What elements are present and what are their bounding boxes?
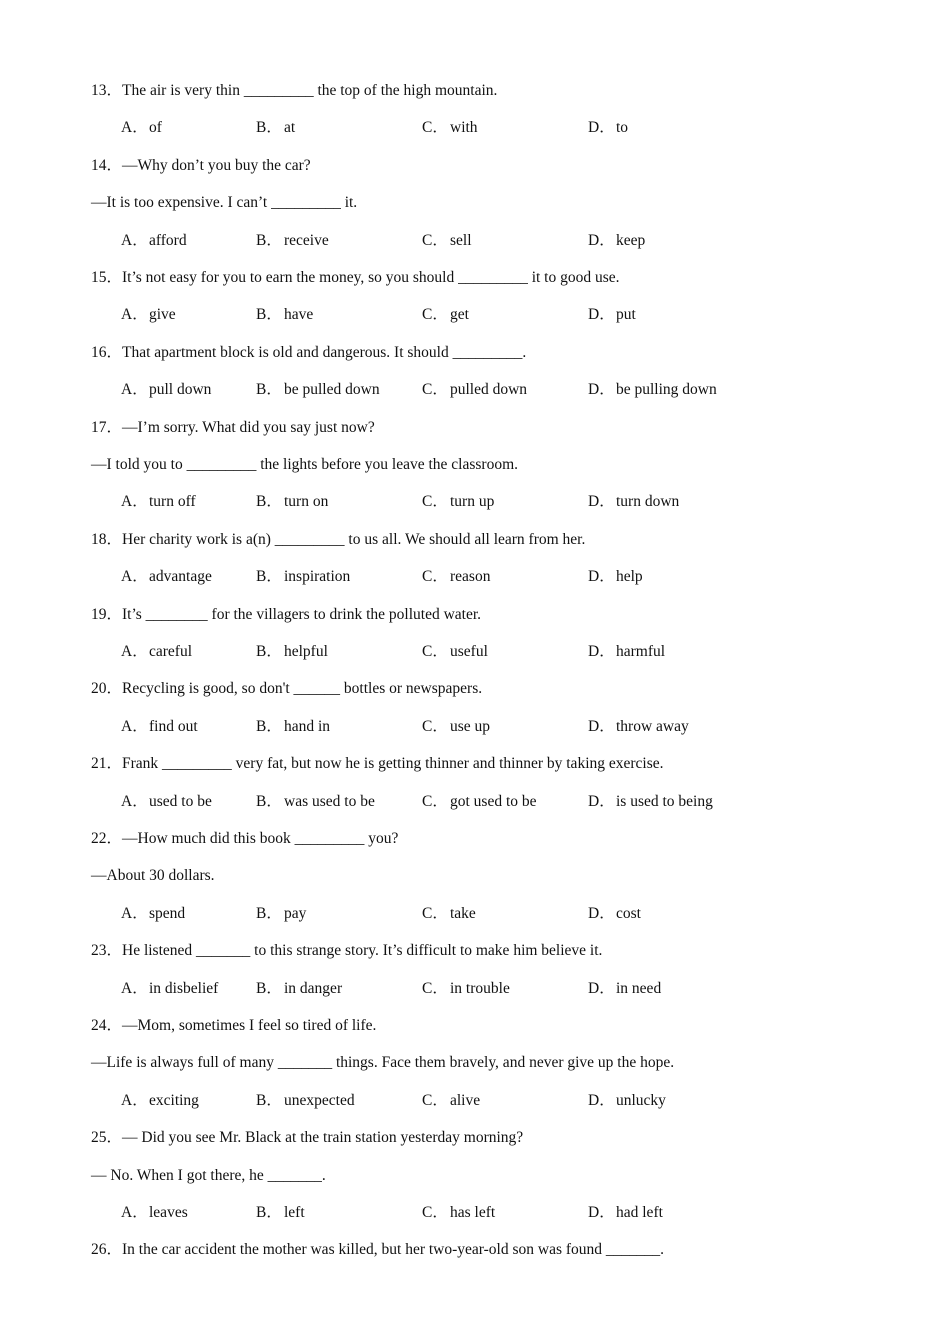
option-letter: C．	[422, 381, 448, 399]
option-text: inspiration	[284, 568, 351, 586]
answer-option	[256, 791, 375, 813]
option-text: get	[450, 306, 469, 324]
answer-option	[121, 379, 211, 401]
answer-option	[422, 978, 510, 1000]
answer-option	[588, 641, 665, 663]
option-letter: B．	[256, 493, 282, 511]
answer-option	[256, 1202, 305, 1224]
question-stem: 13．The air is very thin _________ the top of the high mountain.	[91, 82, 498, 99]
answer-option	[422, 716, 490, 738]
option-text: careful	[149, 643, 193, 660]
option-letter: C．	[422, 493, 448, 511]
option-letter: C．	[422, 643, 448, 660]
option-text: help	[616, 568, 643, 586]
answer-option	[121, 304, 176, 326]
question-stem: 16．That apartment block is old and dangerous. It should _________.	[91, 343, 527, 361]
answer-options	[0, 117, 950, 139]
answer-option	[121, 566, 212, 588]
option-letter: D．	[588, 1091, 615, 1109]
option-letter: B．	[256, 979, 282, 997]
option-letter: A．	[121, 306, 148, 324]
option-letter: B．	[256, 1091, 282, 1109]
question-stem: 24．—Mom, sometimes I feel so tired of life.	[91, 1017, 377, 1034]
answer-option	[588, 1090, 666, 1112]
option-letter: D．	[588, 119, 615, 137]
option-letter: A．	[121, 381, 148, 399]
answer-option	[121, 978, 218, 1000]
option-letter: A．	[121, 231, 148, 249]
option-text: throw away	[616, 717, 689, 735]
option-text: turn off	[149, 493, 196, 511]
option-letter: B．	[256, 792, 282, 810]
answer-option	[256, 716, 330, 738]
answer-option	[422, 491, 494, 513]
option-text: afford	[149, 231, 187, 249]
answer-option	[121, 716, 198, 738]
answer-option	[588, 791, 713, 813]
question-stem: 18．Her charity work is a(n) _________ to us all. We should all learn from her.	[91, 530, 586, 548]
option-text: harmful	[616, 643, 666, 660]
answer-option	[256, 978, 342, 1000]
answer-option	[422, 379, 527, 401]
option-letter: C．	[422, 979, 448, 997]
option-text: alive	[450, 1091, 481, 1109]
option-letter: C．	[422, 1091, 448, 1109]
question-stem: 21．Frank _________ very fat, but now he is getting thinner and thinner by taking exercise.	[91, 755, 664, 773]
option-text: had left	[616, 1204, 663, 1221]
question-stem: 25．— Did you see Mr. Black at the train station yesterday morning?	[91, 1129, 524, 1147]
option-text: in disbelief	[149, 979, 219, 997]
option-text: spend	[149, 904, 186, 922]
option-text: unexpected	[284, 1091, 355, 1109]
option-text: in trouble	[450, 979, 510, 997]
option-text: hand in	[284, 717, 331, 735]
answer-option	[422, 566, 490, 588]
answer-options	[0, 1202, 950, 1224]
answer-option	[588, 978, 661, 1000]
option-letter: C．	[422, 717, 448, 735]
answer-option	[256, 566, 350, 588]
answer-option	[121, 230, 187, 252]
answer-option	[256, 304, 313, 326]
answer-option	[588, 716, 689, 738]
option-letter: C．	[422, 119, 448, 137]
question-stem: 20．Recycling is good, so don't ______ bottles or newspapers.	[91, 680, 483, 698]
option-letter: D．	[588, 568, 615, 586]
option-letter: A．	[121, 717, 148, 735]
option-letter: A．	[121, 979, 148, 997]
option-text: left	[284, 1204, 305, 1221]
option-text: got used to be	[450, 792, 537, 810]
question-stem: 19．It’s ________ for the villagers to drink the polluted water.	[91, 605, 482, 623]
option-letter: D．	[588, 979, 615, 997]
option-letter: B．	[256, 568, 282, 586]
option-letter: D．	[588, 792, 615, 810]
option-letter: C．	[422, 306, 448, 324]
option-text: leaves	[149, 1204, 188, 1221]
option-text: useful	[450, 643, 488, 660]
answer-option	[422, 304, 469, 326]
option-text: find out	[149, 717, 198, 735]
option-text: is used to being	[616, 792, 713, 810]
option-text: was used to be	[284, 792, 375, 810]
option-text: keep	[616, 231, 646, 249]
option-letter: D．	[588, 717, 615, 735]
option-letter: D．	[588, 1204, 615, 1221]
option-letter: C．	[422, 231, 448, 249]
option-text: take	[450, 904, 476, 922]
question-dialogue-line: —About 30 dollars.	[91, 867, 215, 885]
answer-options	[0, 978, 950, 1000]
option-letter: D．	[588, 904, 615, 922]
option-letter: A．	[121, 792, 148, 810]
option-text: use up	[450, 717, 491, 735]
option-text: pay	[284, 904, 307, 922]
option-text: exciting	[149, 1091, 199, 1109]
option-text: at	[284, 119, 296, 137]
option-text: receive	[284, 231, 329, 249]
question-stem: 23．He listened _______ to this strange story. It’s difficult to make him believe it.	[91, 942, 603, 960]
answer-option	[422, 641, 488, 663]
option-text: advantage	[149, 568, 212, 586]
option-text: has left	[450, 1204, 496, 1221]
question-stem: 22．—How much did this book _________ you?	[91, 830, 399, 847]
answer-options	[0, 791, 950, 813]
answer-option	[422, 791, 537, 813]
answer-options	[0, 230, 950, 252]
answer-option	[256, 1090, 355, 1112]
question-dialogue-line: —It is too expensive. I can’t _________ it.	[91, 194, 358, 212]
answer-option	[588, 304, 636, 326]
option-text: put	[616, 306, 636, 324]
answer-option	[588, 1202, 663, 1224]
option-letter: C．	[422, 792, 448, 810]
option-text: give	[149, 306, 176, 324]
option-text: turn down	[616, 493, 680, 511]
option-letter: D．	[588, 381, 615, 399]
answer-options	[0, 304, 950, 326]
answer-options	[0, 491, 950, 513]
answer-option	[121, 641, 192, 663]
option-letter: A．	[121, 493, 148, 511]
option-letter: B．	[256, 1204, 282, 1221]
answer-option	[121, 791, 212, 813]
answer-option	[121, 491, 196, 513]
answer-option	[588, 491, 679, 513]
option-text: sell	[450, 231, 472, 249]
answer-option	[588, 230, 645, 252]
option-text: used to be	[149, 792, 212, 810]
option-text: in need	[616, 979, 662, 997]
answer-option	[588, 117, 628, 139]
option-letter: B．	[256, 717, 282, 735]
option-text: unlucky	[616, 1091, 666, 1109]
answer-options	[0, 1090, 950, 1112]
option-letter: C．	[422, 568, 448, 586]
option-letter: B．	[256, 306, 282, 324]
option-letter: D．	[588, 231, 615, 249]
answer-option	[422, 230, 472, 252]
option-text: turn on	[284, 493, 329, 511]
option-text: be pulled down	[284, 381, 380, 399]
question-dialogue-line: — No. When I got there, he _______.	[91, 1166, 326, 1184]
answer-options	[0, 379, 950, 401]
question-stem: 26．In the car accident the mother was killed, but her two-year-old son was found _______.	[91, 1241, 665, 1259]
answer-option	[256, 903, 306, 925]
answer-option	[422, 903, 476, 925]
option-text: reason	[450, 568, 491, 586]
option-text: be pulling down	[616, 381, 717, 399]
option-letter: A．	[121, 904, 148, 922]
option-letter: B．	[256, 231, 282, 249]
answer-option	[121, 1202, 188, 1224]
option-letter: A．	[121, 1091, 148, 1109]
option-text: to	[616, 119, 629, 137]
answer-option	[121, 903, 185, 925]
answer-options	[0, 641, 950, 663]
option-text: pulled down	[450, 381, 528, 399]
question-stem: 17．—I’m sorry. What did you say just now?	[91, 418, 375, 436]
answer-option	[121, 117, 162, 139]
question-stem: 15．It’s not easy for you to earn the money, so you should _________ it to good use.	[91, 269, 620, 286]
option-text: cost	[616, 904, 641, 922]
option-text: of	[149, 119, 162, 137]
answer-options	[0, 903, 950, 925]
option-text: in danger	[284, 979, 343, 997]
option-text: turn up	[450, 493, 495, 511]
answer-option	[256, 641, 328, 663]
answer-option	[256, 230, 329, 252]
option-letter: B．	[256, 381, 282, 399]
option-letter: C．	[422, 904, 448, 922]
option-letter: B．	[256, 119, 282, 137]
answer-options	[0, 566, 950, 588]
answer-option	[588, 903, 641, 925]
answer-option	[422, 1090, 480, 1112]
answer-options	[0, 716, 950, 738]
answer-option	[121, 1090, 199, 1112]
answer-option	[422, 117, 478, 139]
answer-option	[588, 566, 643, 588]
option-letter: C．	[422, 1204, 448, 1221]
answer-option	[256, 379, 380, 401]
option-letter: B．	[256, 643, 282, 660]
answer-option	[256, 491, 328, 513]
option-text: have	[284, 306, 314, 324]
option-text: pull down	[149, 381, 212, 399]
option-text: helpful	[284, 643, 328, 660]
option-letter: A．	[121, 1204, 148, 1221]
option-text: with	[450, 119, 478, 137]
option-letter: D．	[588, 306, 615, 324]
answer-option	[422, 1202, 495, 1224]
question-dialogue-line: —I told you to _________ the lights before you leave the classroom.	[91, 456, 519, 473]
option-letter: B．	[256, 904, 282, 922]
question-stem: 14．—Why don’t you buy the car?	[91, 156, 311, 174]
answer-option	[256, 117, 295, 139]
option-letter: A．	[121, 568, 148, 586]
option-letter: D．	[588, 493, 615, 511]
option-letter: D．	[588, 643, 615, 660]
option-letter: A．	[121, 119, 148, 137]
answer-option	[588, 379, 717, 401]
question-dialogue-line: —Life is always full of many _______ things. Face them bravely, and never give up the hope.	[91, 1054, 675, 1072]
option-letter: A．	[121, 643, 148, 660]
